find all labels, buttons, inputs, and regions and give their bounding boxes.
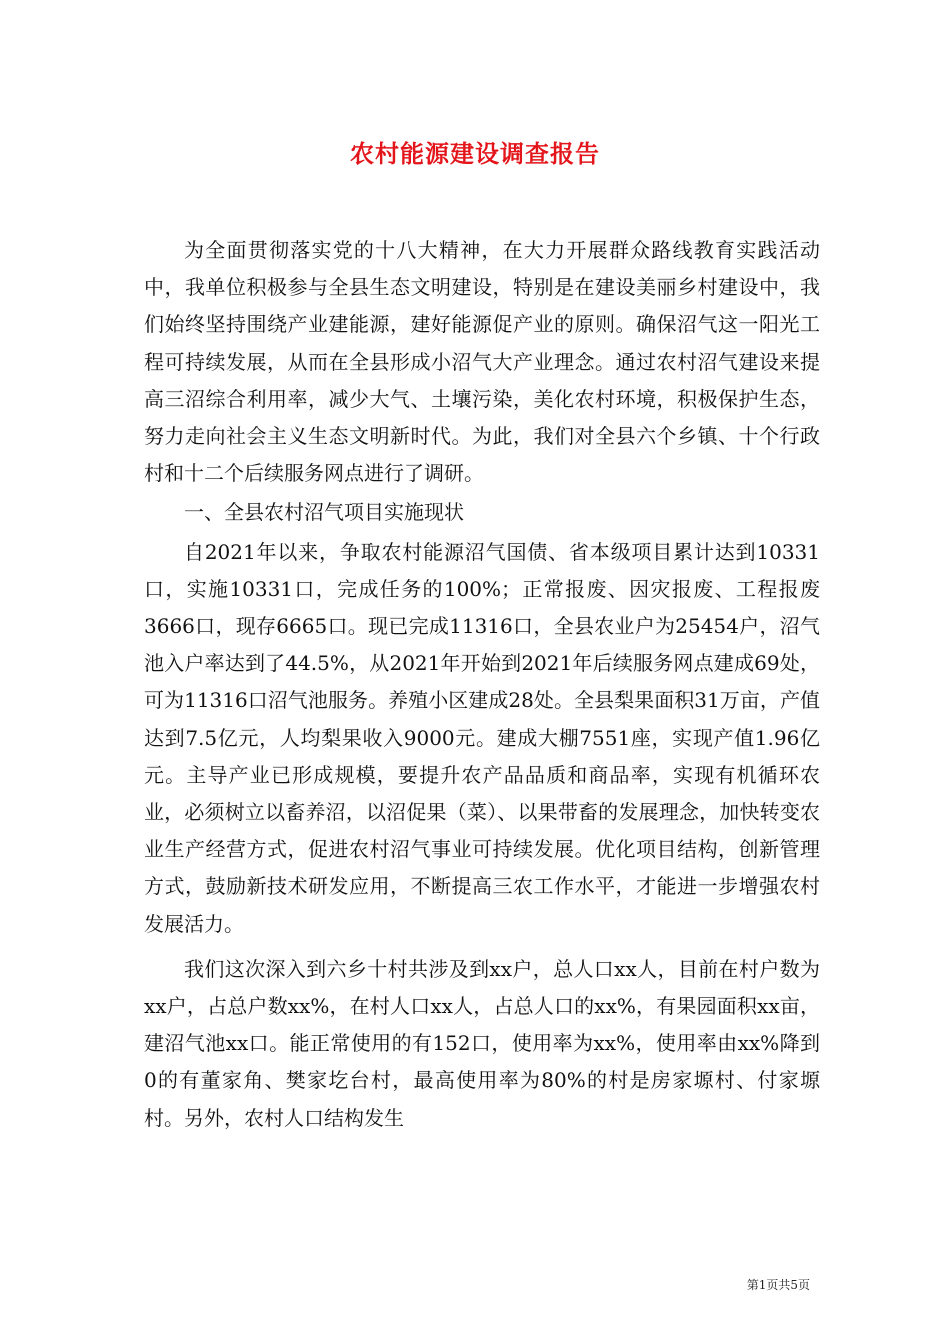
page-number: 第1页共5页 — [746, 1278, 810, 1292]
document-body — [144, 232, 820, 1137]
status-paragraph: 自2021年以来，争取农村能源沼气国债、省本级项目累计达到10331口，实施10331口，完成任务的100%；正常报废、因灾报废、工程报废3666口，现存6665口。现已完成11316口，全县农业户为25454户，沼气池入户率达到了44.5%，从2021年开始到2021年后续服务网点建成69处，可为11316口沼气池服务。养殖小区建成28处。全县梨果面积31万亩，产值达到7.5亿元，人均梨果收入9000元。建成大棚7551座，实现产值1.96亿元。主导产业已形成规模，要提升农产品品质和商品率，实现有机循环农业，必须树立以畜养沼，以沼促果（菜）、以果带畜的发展理念，加快转变农业生产经营方式，促进农村沼气事业可持续发展。优化项目结构，创新管理方式，鼓励新技术研发应用，不断提高三农工作水平，才能进一步增强农村发展活力。 — [144, 539, 820, 936]
page-title: 农村能源建设调查报告 — [350, 140, 600, 168]
section-heading: 一、全县农村沼气项目实施现状 — [184, 500, 464, 525]
survey-paragraph: 我们这次深入到六乡十村共涉及到xx户，总人口xx人，目前在村户数为xx户，占总户数xx%，在村人口xx人，占总人口的xx%，有果园面积xx亩，建沼气池xx口。能正常使用的有152口，使用率为xx%，使用率由xx%降到0的有董家角、樊家圪台村，最高使用率为80%的村是房家塬村、付家塬村。另外，农村人口结构发生 — [144, 956, 820, 1130]
intro-paragraph: 为全面贯彻落实党的十八大精神，在大力开展群众路线教育实践活动中，我单位积极参与全县生态文明建设，特别是在建设美丽乡村建设中，我们始终坚持围绕产业建能源，建好能源促产业的原则。确保沼气这一阳光工程可持续发展，从而在全县形成小沼气大产业理念。通过农村沼气建设来提高三沼综合利用率，减少大气、土壤污染，美化农村环境，积极保护生态，努力走向社会主义生态文明新时代。为此，我们对全县六个乡镇、十个行政村和十二个后续服务网点进行了调研。 — [144, 238, 820, 486]
